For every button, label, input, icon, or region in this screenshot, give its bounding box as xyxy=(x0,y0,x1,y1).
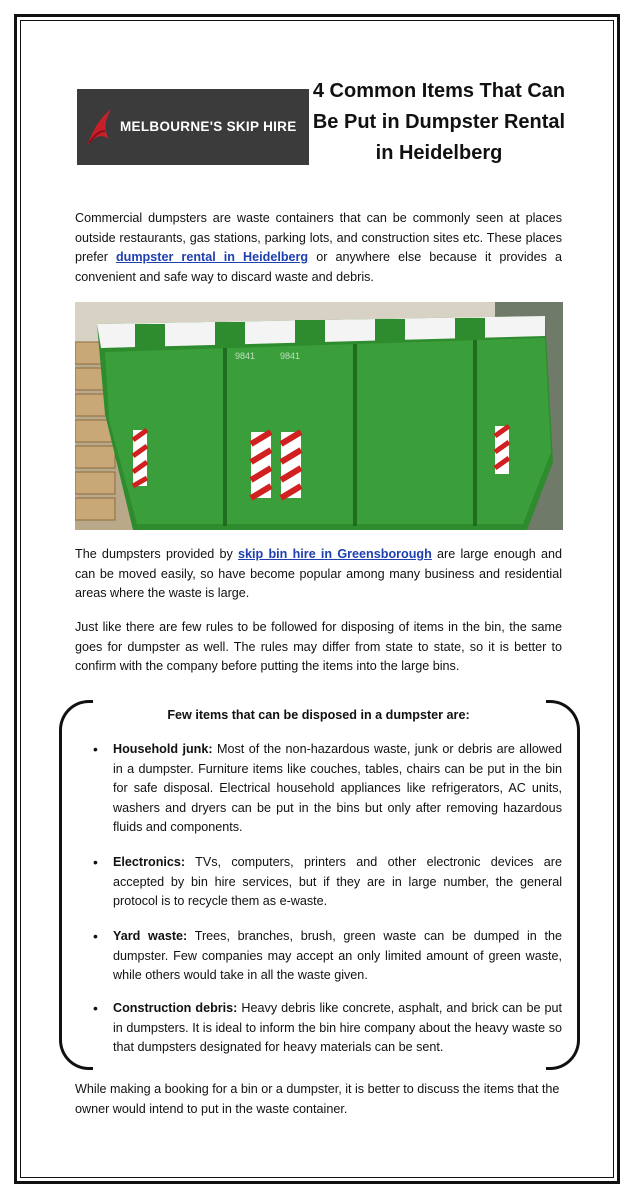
bullet-icon: • xyxy=(93,1000,98,1016)
document-title: 4 Common Items That Can Be Put in Dumpster Rental in Heidelberg xyxy=(312,80,566,164)
item-term: Household junk: xyxy=(113,742,213,756)
para2-text-end: are large enough and can be moved easily, so have become popular among many business and residential areas where the waste is large. xyxy=(75,547,562,600)
dumpster-rental-link[interactable]: dumpster rental in Heidelberg xyxy=(115,250,309,264)
item-term: Yard waste: xyxy=(113,929,188,943)
bullet-icon: • xyxy=(93,741,98,757)
item-description: Most of the non-hazardous waste, junk or debris are allowed in a dumpster. Furniture items like couches, tables, chairs can be put in the bin for safe disposal. Electrical household appliances like refrigerators, AC units, washers and dryers can be put in the bins but only after removing hazardous fluids and components. xyxy=(113,742,562,834)
callout-left-bracket xyxy=(59,700,93,1070)
callout-heading: Few items that can be disposed in a dumpster are: xyxy=(167,708,470,722)
item-term: Electronics: xyxy=(113,855,186,869)
dumpster-photo xyxy=(75,302,563,530)
intro-paragraph xyxy=(75,209,562,287)
intro-text-start: Commercial dumpsters are waste containers that can be commonly seen at places outside restaurants, gas stations, parking lots, and construction sites etc. These places prefer xyxy=(75,211,562,264)
para2-text-start: The dumpsters provided by xyxy=(75,547,239,561)
item-term: Construction debris: xyxy=(113,1001,238,1015)
closing-paragraph: While making a booking for a bin or a dumpster, it is better to discuss the items that the owner would intend to put in the waste container. xyxy=(75,1082,560,1116)
logo-mark-icon xyxy=(83,105,117,149)
item-description: TVs, computers, printers and other electronic devices are accepted by bin hire services, but if they are in large number, the general protocol is to recycle them as e-waste. xyxy=(113,855,562,908)
logo-text: MELBOURNE'S SKIP HIRE xyxy=(120,119,297,134)
bin-number-label: 9841 xyxy=(235,351,256,361)
intro-text-end: or anywhere else because it provides a convenient and safe way to discard waste and debris. xyxy=(75,250,562,284)
item-description: Trees, branches, brush, green waste can be dumped in the dumpster. Few companies may accept an only limited amount of green waste, while others would take in all the waste given. xyxy=(113,929,562,982)
rules-paragraph: Just like there are few rules to be followed for disposing of items in the bin, the same goes for dumpster as well. The rules may differ from state to state, so it is better to confirm with the company before putting the items into the large bins. xyxy=(75,620,562,673)
dumpster-size-paragraph xyxy=(75,545,562,604)
bullet-icon: • xyxy=(93,928,98,944)
company-logo xyxy=(77,89,309,165)
bin-number-label: 9841 xyxy=(280,351,301,361)
skip-bin-hire-link[interactable]: skip bin hire in Greensborough xyxy=(238,547,432,561)
item-description: Heavy debris like concrete, asphalt, and brick can be put in dumpsters. It is ideal to inform the bin hire company about the heavy waste so that dumpsters designated for heavy materials can be sent. xyxy=(113,1001,563,1054)
bullet-icon: • xyxy=(93,854,98,870)
